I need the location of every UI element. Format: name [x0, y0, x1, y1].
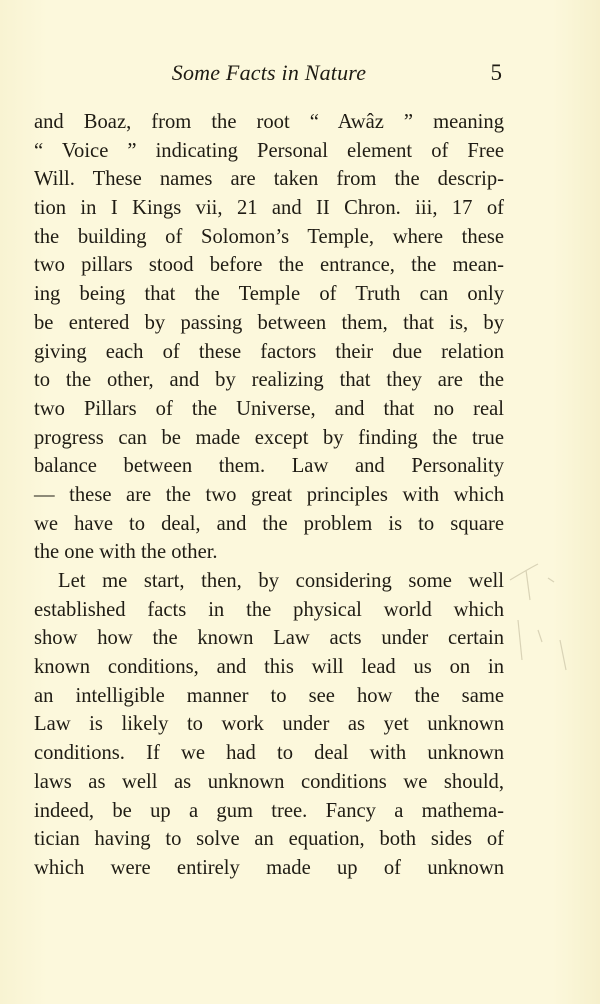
margin-pencil-marks — [508, 560, 578, 710]
text-line: Will. These names are taken from the descrip- — [34, 168, 504, 191]
text-line: the building of Solomon’s Temple, where these — [34, 225, 504, 248]
running-head — [34, 60, 504, 90]
text-line: known conditions, and this will lead us on in — [34, 656, 504, 679]
running-title: Some Facts in Nature — [171, 60, 367, 85]
text-line: we have to deal, and the problem is to square — [34, 512, 504, 535]
text-line: Law is likely to work under as yet unknown — [34, 713, 504, 736]
text-line: balance between them. Law and Personality — [34, 455, 504, 478]
text-line: ing being that the Temple of Truth can only — [34, 283, 504, 306]
text-line: to the other, and by realizing that they are the — [34, 369, 504, 392]
text-line: conditions. If we had to deal with unknown — [34, 742, 504, 765]
text-line: an intelligible manner to see how the same — [34, 684, 504, 707]
text-line: “ Voice ” indicating Personal element of Free — [34, 139, 504, 162]
text-line: two pillars stood before the entrance, the mean- — [34, 254, 504, 277]
text-line: show how the known Law acts under certain — [34, 627, 504, 650]
body-text — [34, 108, 504, 883]
text-line: progress can be made except by finding the true — [34, 426, 504, 449]
text-line: giving each of these factors their due relation — [34, 340, 504, 363]
text-line: which were entirely made up of unknown — [34, 856, 504, 879]
page-number: 5 — [490, 60, 502, 85]
paragraph-end-line: the one with the other. — [34, 541, 218, 564]
text-line: two Pillars of the Universe, and that no real — [34, 397, 504, 420]
paragraph-start-line: Let me start, then, by considering some well — [58, 570, 504, 592]
text-line: tion in I Kings vii, 21 and II Chron. iii, 17 of — [34, 197, 504, 220]
text-line: tician having to solve an equation, both sides of — [34, 828, 504, 851]
text-line: established facts in the physical world which — [34, 598, 504, 621]
text-line: laws as well as unknown conditions we should, — [34, 770, 504, 793]
text-line: — these are the two great principles with which — [34, 483, 504, 506]
text-line: indeed, be up a gum tree. Fancy a mathema- — [34, 799, 504, 822]
text-line: and Boaz, from the root “ Awâz ” meaning — [34, 111, 504, 133]
text-line: be entered by passing between them, that is, by — [34, 311, 504, 334]
